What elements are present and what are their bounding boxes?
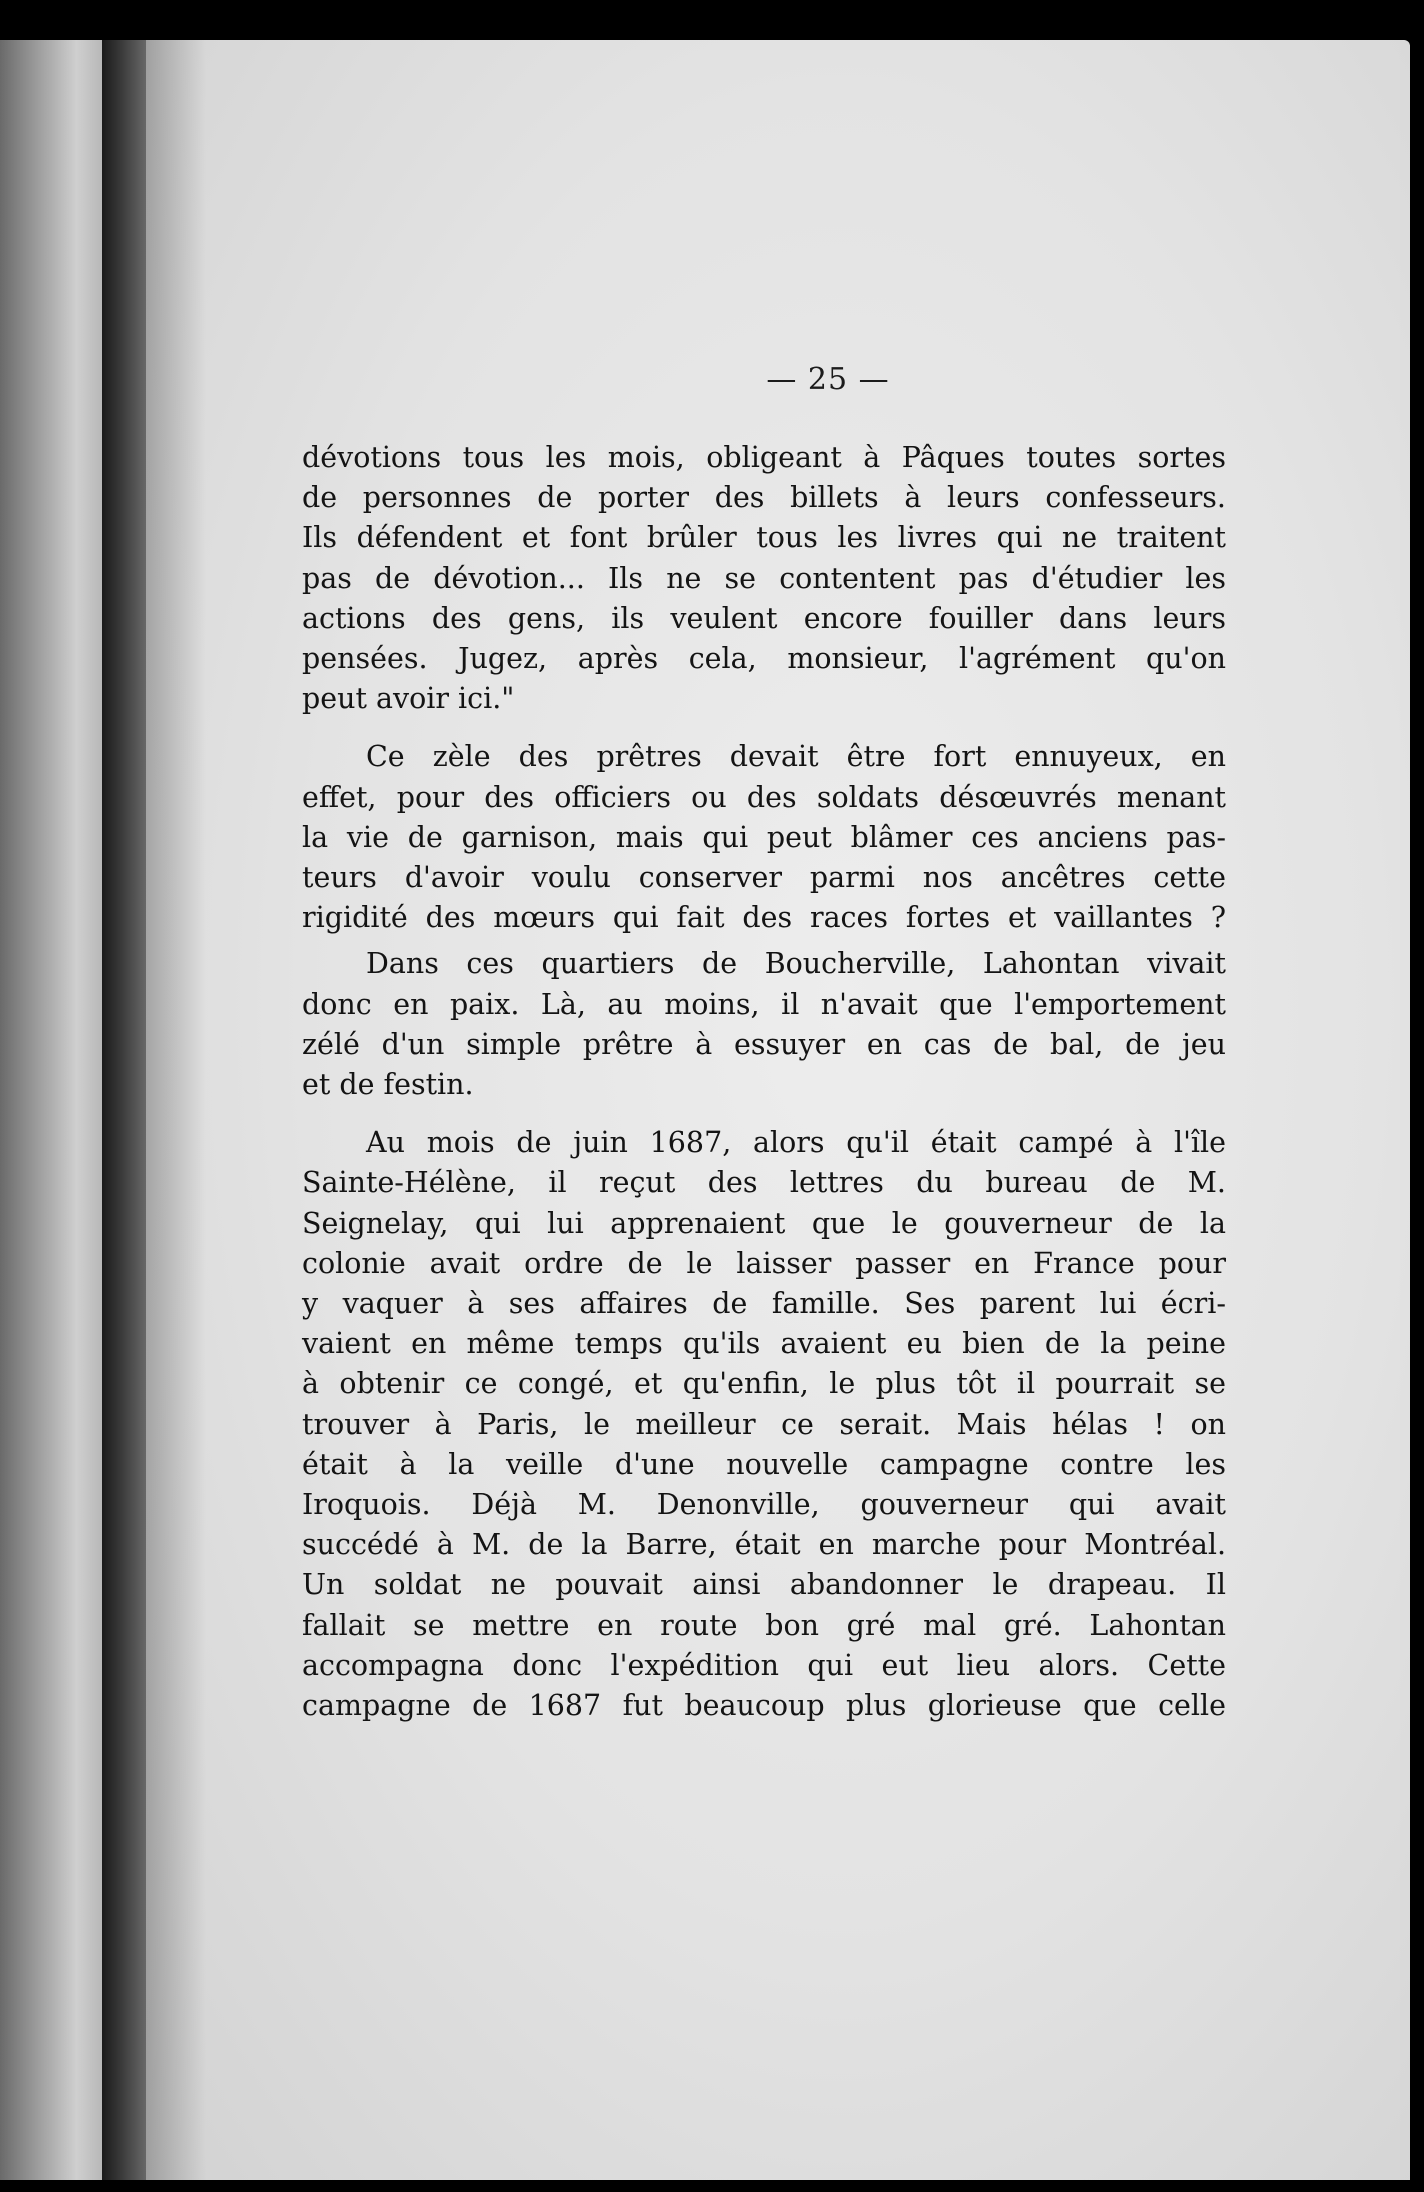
text-line: Seignelay, qui lui apprenaient que le gouverneur de la xyxy=(302,1206,1226,1240)
paragraph-1 xyxy=(302,438,1226,719)
text-line: colonie avait ordre de le laisser passer en France pour xyxy=(302,1246,1226,1280)
text-line: teurs d'avoir voulu conserver parmi nos ancêtres cette xyxy=(302,861,1226,895)
text-line: Ils défendent et font brûler tous les livres qui ne traitent xyxy=(302,521,1226,555)
text-line: accompagna donc l'expédition qui eut lieu alors. Cette xyxy=(302,1648,1226,1682)
text-line: fallait se mettre en route bon gré mal gré. Lahontan xyxy=(302,1608,1226,1642)
text-line: y vaquer à ses affaires de famille. Ses parent lui écri- xyxy=(302,1287,1226,1321)
facing-page-edge xyxy=(0,40,102,2180)
text-line: Dans ces quartiers de Boucherville, Lahontan vivait xyxy=(366,947,1226,981)
text-line: la vie de garnison, mais qui peut blâmer ces anciens pas- xyxy=(302,820,1226,854)
text-line: était à la veille d'une nouvelle campagne contre les xyxy=(302,1447,1226,1481)
text-line: Sainte-Hélène, il reçut des lettres du bureau de M. xyxy=(302,1166,1226,1200)
text-line: peut avoir ici." xyxy=(302,682,515,716)
text-line: effet, pour des officiers ou des soldats désœuvrés menant xyxy=(302,780,1226,814)
text-line: et de festin. xyxy=(302,1068,474,1102)
text-line: de personnes de porter des billets à leurs confesseurs. xyxy=(302,481,1226,515)
text-line: actions des gens, ils veulent encore fouiller dans leurs xyxy=(302,601,1226,635)
page-text xyxy=(302,438,1226,1726)
text-line: dévotions tous les mois, obligeant à Pâques toutes sortes xyxy=(302,441,1226,474)
book-gutter xyxy=(102,40,150,2180)
text-line: Un soldat ne pouvait ainsi abandonner le drapeau. Il xyxy=(302,1568,1226,1602)
paragraph-3 xyxy=(302,944,1226,1105)
paragraph-2 xyxy=(302,737,1226,938)
text-line: donc en paix. Là, au moins, il n'avait que l'emportement xyxy=(302,987,1226,1021)
text-line: campagne de 1687 fut beaucoup plus glorieuse que celle xyxy=(302,1689,1226,1723)
text-line: vaient en même temps qu'ils avaient eu bien de la peine xyxy=(302,1327,1226,1361)
text-line: pensées. Jugez, après cela, monsieur, l'agrément qu'on xyxy=(302,642,1226,676)
text-line: trouver à Paris, le meilleur ce serait. Mais hélas ! on xyxy=(302,1407,1226,1441)
text-line: à obtenir ce congé, et qu'enfin, le plus tôt il pourrait se xyxy=(302,1367,1226,1401)
text-line: pas de dévotion... Ils ne se contentent pas d'étudier les xyxy=(302,561,1226,595)
page-number: — 25 — xyxy=(766,362,890,397)
text-line: rigidité des mœurs qui fait des races fortes et vaillantes ? xyxy=(302,901,1226,935)
text-line: Iroquois. Déjà M. Denonville, gouverneur qui avait xyxy=(302,1488,1226,1522)
text-line: succédé à M. de la Barre, était en marche pour Montréal. xyxy=(302,1528,1226,1562)
text-line: Au mois de juin 1687, alors qu'il était campé à l'île xyxy=(366,1126,1226,1160)
text-line: Ce zèle des prêtres devait être fort ennuyeux, en xyxy=(366,740,1226,774)
text-line: zélé d'un simple prêtre à essuyer en cas de bal, de jeu xyxy=(302,1027,1226,1061)
book-page xyxy=(146,40,1410,2180)
paragraph-4 xyxy=(302,1123,1226,1726)
